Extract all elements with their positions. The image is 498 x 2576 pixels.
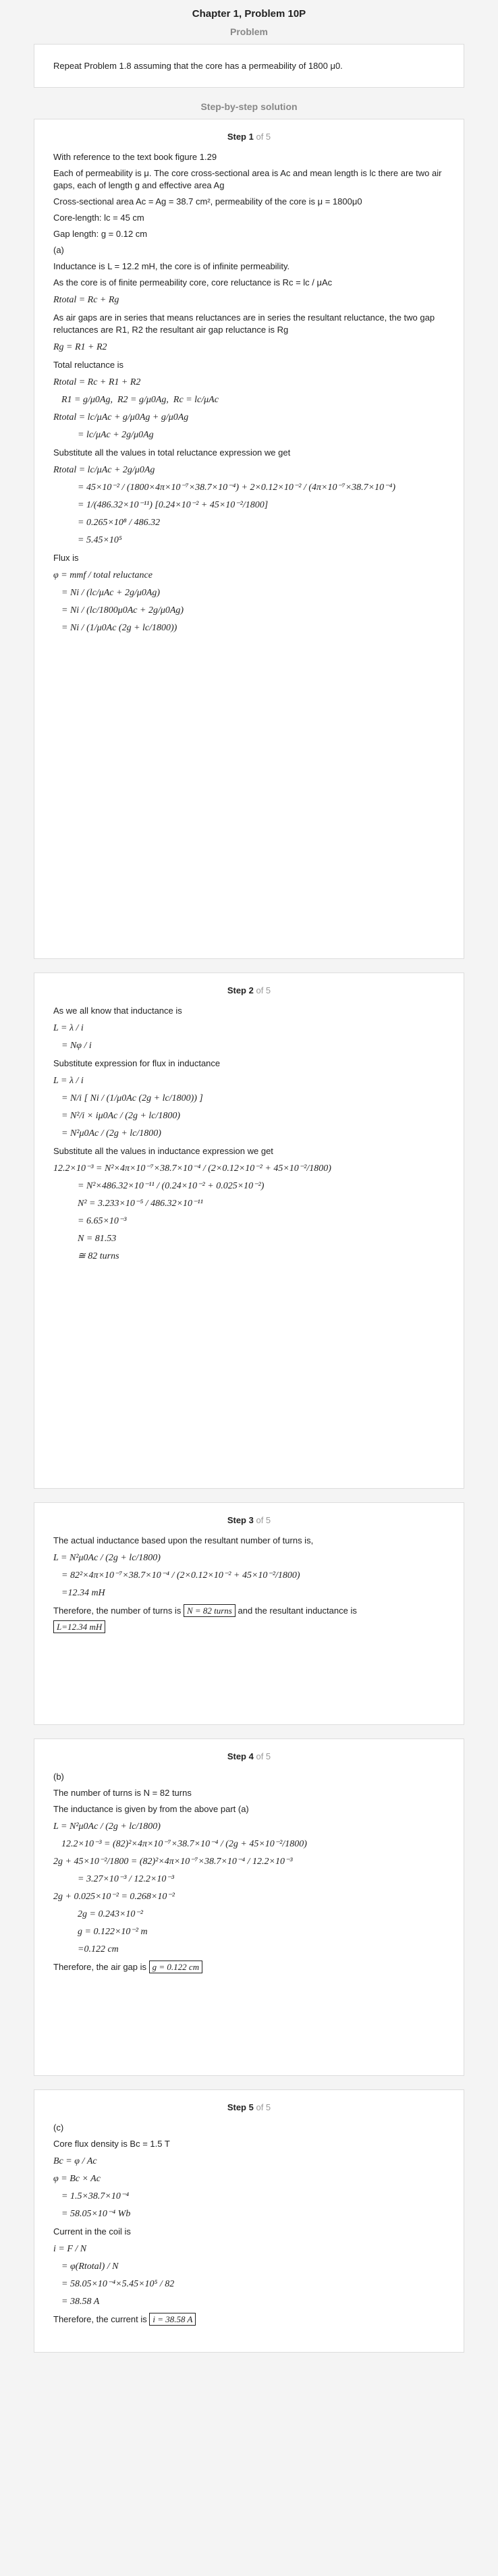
- problem-text: Repeat Problem 1.8 assuming that the core has a permeability of 1800 μ0.: [53, 61, 343, 71]
- step-1-title: Step 1: [227, 132, 254, 142]
- step1-eq-sub-b: = 45×10⁻² / (1800×4π×10⁻⁷×38.7×10⁻⁴) + 2×0.12×10⁻² / (4π×10⁻⁷×38.7×10⁻⁴): [78, 483, 396, 493]
- step2-eq-7: 12.2×10⁻³ = N²×4π×10⁻⁷×38.7×10⁻⁴ / (2×0.12×10⁻² + 45×10⁻²/1800): [53, 1163, 331, 1174]
- step5-box-i: i = 38.58 A: [149, 2313, 196, 2326]
- step3-line-2: and the resultant inductance is: [238, 1606, 357, 1616]
- step-5-title: Step 5: [227, 2102, 254, 2112]
- step1-eq-flux-d: = Ni / (1/μ0Ac (2g + lc/1800)): [61, 623, 177, 633]
- solution-label: Step-by-step solution: [200, 101, 298, 112]
- step2-eq-4: = N/i [ Ni / (1/μ0Ac (2g + lc/1800)) ]: [61, 1093, 203, 1103]
- step1-eq-sub-d: = 0.265×10⁸ / 486.32: [78, 518, 161, 528]
- step1-line-11: Total reluctance is: [53, 360, 124, 370]
- step4-eq-2: 12.2×10⁻³ = (82)²×4π×10⁻⁷×38.7×10⁻⁴ / (2g + 45×10⁻²/1800): [61, 1839, 307, 1849]
- step3-conclusion: [53, 1605, 445, 1617]
- step1-eq-flux-a: φ = mmf / total reluctance: [53, 570, 153, 580]
- step4-eq-3: 2g + 45×10⁻²/1800 = (82)²×4π×10⁻⁷×38.7×10⁻⁴ / 12.2×10⁻³: [53, 1857, 293, 1867]
- step4-eq-7: g = 0.122×10⁻² m: [78, 1927, 148, 1937]
- step5-eq-2: φ = Bc × Ac: [53, 2174, 101, 2184]
- step3-box-n: N = 82 turns: [184, 1604, 236, 1617]
- step1-line-13: Flux is: [53, 553, 79, 563]
- step3-box-l: L=12.34 mH: [53, 1620, 105, 1633]
- step1-eq-rtotal-b: = lc/μAc + 2g/μ0Ag: [78, 430, 154, 440]
- step2-eq-9: N² = 3.233×10⁻⁵ / 486.32×10⁻¹¹: [78, 1199, 203, 1209]
- step1-eq-defs: R1 = g/μ0Ag, R2 = g/μ0Ag, Rc = lc/μAc: [61, 395, 219, 405]
- step2-eq-2: = Nφ / i: [61, 1041, 92, 1051]
- step2-line-1: Substitute expression for flux in inductance: [53, 1058, 221, 1068]
- step2-eq-10: = 6.65×10⁻³: [78, 1216, 127, 1226]
- step-3-header: [53, 1515, 445, 1525]
- step2-eq-3: L = λ / i: [53, 1076, 84, 1086]
- step1-eq-flux-c: = Ni / (lc/1800μ0Ac + 2g/μ0Ag): [61, 605, 184, 615]
- step2-eq-8: = N²×486.32×10⁻¹¹ / (0.24×10⁻² + 0.025×10⁻²): [78, 1181, 265, 1191]
- step1-eq-sum: Rtotal = Rc + R1 + R2: [53, 377, 141, 387]
- step2-eq-5: = N²/i × iμ0Ac / (2g + lc/1800): [61, 1111, 181, 1121]
- step-card-1: [34, 119, 464, 959]
- step5-eq-4: = 58.05×10⁻⁴ Wb: [61, 2209, 131, 2219]
- step2-line-2: Substitute all the values in inductance expression we get: [53, 1146, 273, 1156]
- step-2-of: of 5: [256, 985, 271, 995]
- step5-eq-7: = 58.05×10⁻⁴×5.45×10⁵ / 82: [61, 2279, 175, 2289]
- step1-line-7: As the core is of finite permeability core, core reluctance is Rc = lc / μAc: [53, 277, 333, 287]
- step1-eq-rtotal: Rtotal = Rc + Rg: [53, 295, 119, 305]
- step5-eq-5: i = F / N: [53, 2244, 87, 2254]
- step-3-of: of 5: [256, 1515, 271, 1525]
- step3-eq-2: = 82²×4π×10⁻⁷×38.7×10⁻⁴ / (2×0.12×10⁻² + 45×10⁻²/1800): [61, 1570, 300, 1581]
- step2-eq-11: N = 81.53: [78, 1234, 117, 1244]
- step3-eq-3: =12.34 mH: [61, 1588, 105, 1598]
- step1-line-6: Inductance is L = 12.2 mH, the core is of infinite permeability.: [53, 261, 290, 271]
- step1-line-0: With reference to the text book figure 1.29: [53, 152, 217, 162]
- step2-eq-12: ≅ 82 turns: [78, 1251, 119, 1261]
- step4-eq-4: = 3.27×10⁻³ / 12.2×10⁻³: [78, 1874, 174, 1884]
- step2-eq-6: = N²μ0Ac / (2g + lc/1800): [61, 1128, 161, 1139]
- step3-line-0: The actual inductance based upon the resultant number of turns is,: [53, 1535, 314, 1545]
- step-5-header: [53, 2102, 445, 2112]
- step3-box-row: [53, 1621, 445, 1633]
- step4-box-g: g = 0.122 cm: [149, 1961, 202, 1973]
- step-card-4: [34, 1738, 464, 2076]
- step5-eq-3: = 1.5×38.7×10⁻⁴: [61, 2191, 130, 2201]
- step5-line-2: Current in the coil is: [53, 2226, 131, 2237]
- step4-eq-1: L = N²μ0Ac / (2g + lc/1800): [53, 1821, 161, 1832]
- step5-eq-6: = φ(Rtotal) / N: [61, 2262, 119, 2272]
- step-2-header: [53, 985, 445, 995]
- step1-line-12: Substitute all the values in total reluctance expression we get: [53, 447, 291, 458]
- step5-eq-1: Bc = φ / Ac: [53, 2156, 97, 2166]
- step1-eq-sub-c: = 1/(486.32×10⁻¹¹) [0.24×10⁻² + 45×10⁻²/1800]: [78, 500, 269, 510]
- problem-label: Problem: [229, 26, 268, 37]
- step4-line-1: The number of turns is N = 82 turns: [53, 1788, 192, 1798]
- step-4-header: [53, 1751, 445, 1761]
- step-4-title: Step 4: [227, 1751, 254, 1761]
- step1-line-4: Gap length: g = 0.12 cm: [53, 229, 148, 239]
- step1-eq-sub-a: Rtotal = lc/μAc + 2g/μ0Ag: [53, 465, 155, 475]
- step2-eq-1: L = λ / i: [53, 1023, 84, 1033]
- step1-line-5: (a): [53, 245, 64, 255]
- step5-line-1: Core flux density is Bc = 1.5 T: [53, 2139, 170, 2149]
- step4-eq-6: 2g = 0.243×10⁻²: [78, 1909, 143, 1919]
- step1-line-1: Each of permeability is μ. The core cross-sectional area is Ac and mean length is lc there are two air gaps, each of length g and effective area Ag: [53, 168, 442, 190]
- step-card-5: [34, 2089, 464, 2353]
- step-card-2: [34, 972, 464, 1489]
- step-1-header: [53, 132, 445, 142]
- step-4-of: of 5: [256, 1751, 271, 1761]
- step-3-title: Step 3: [227, 1515, 254, 1525]
- step-2-title: Step 2: [227, 985, 254, 995]
- step1-eq-sub-e: = 5.45×10⁵: [78, 535, 122, 545]
- step-card-3: [34, 1502, 464, 1725]
- step4-line-2: The inductance is given by from the above part (a): [53, 1804, 249, 1814]
- step4-line-3: Therefore, the air gap is: [53, 1962, 147, 1972]
- step1-line-2: Cross-sectional area Ac = Ag = 38.7 cm², permeability of the core is μ = 1800μ0: [53, 196, 362, 207]
- step1-line-9: As air gaps are in series that means reluctances are in series the resultant reluctance, the two gap reluctances are R1, R2 the resultant air gap reluctance is Rg: [53, 312, 435, 335]
- step5-line-0: (c): [53, 2122, 64, 2133]
- step5-conclusion: [53, 2313, 445, 2326]
- step1-line-3: Core-length: lc = 45 cm: [53, 213, 144, 223]
- step1-eq-rg: Rg = R1 + R2: [53, 342, 107, 352]
- step-1-of: of 5: [256, 132, 271, 142]
- step2-line-0: As we all know that inductance is: [53, 1006, 182, 1016]
- step-5-of: of 5: [256, 2102, 271, 2112]
- step1-eq-rtotal-a: Rtotal = lc/μAc + g/μ0Ag + g/μ0Ag: [53, 412, 189, 422]
- step1-eq-flux-b: = Ni / (lc/μAc + 2g/μ0Ag): [61, 588, 161, 598]
- step4-conclusion: [53, 1961, 445, 1973]
- step5-line-3: Therefore, the current is: [53, 2314, 147, 2324]
- step3-eq-1: L = N²μ0Ac / (2g + lc/1800): [53, 1553, 161, 1563]
- step4-eq-5: 2g + 0.025×10⁻² = 0.268×10⁻²: [53, 1892, 175, 1902]
- step4-eq-8: =0.122 cm: [78, 1944, 119, 1954]
- step5-eq-8: = 38.58 A: [61, 2297, 100, 2307]
- step3-line-1: Therefore, the number of turns is: [53, 1606, 182, 1616]
- problem-card: [34, 44, 464, 88]
- page-title: Chapter 1, Problem 10P: [192, 8, 306, 20]
- step4-line-0: (b): [53, 1772, 64, 1782]
